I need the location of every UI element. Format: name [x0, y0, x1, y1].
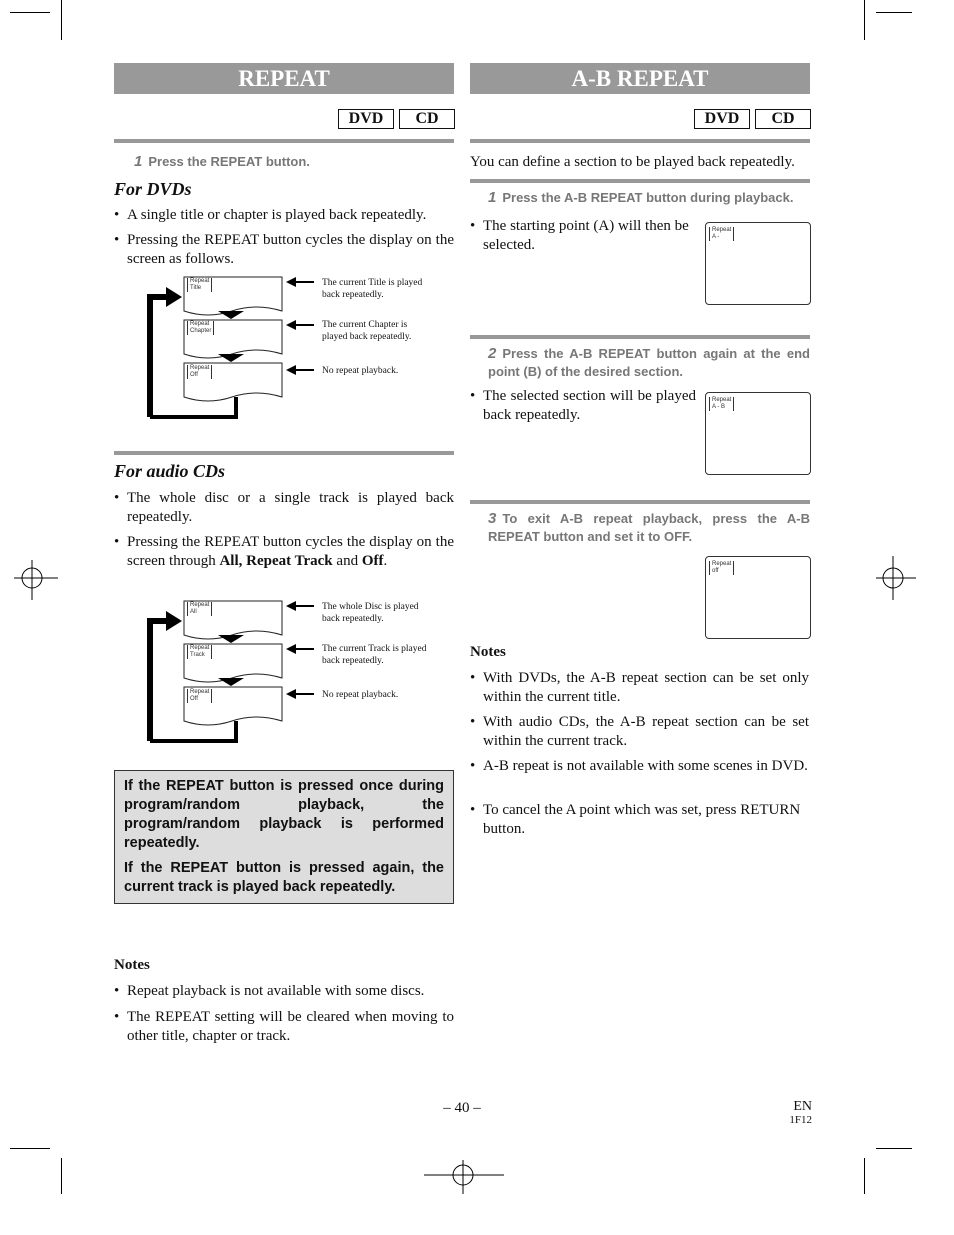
crop-mark — [876, 12, 912, 13]
section-rule — [470, 335, 810, 339]
bullet-icon: • — [114, 983, 120, 999]
step-text: Press the REPEAT button. — [148, 154, 310, 169]
step-number: 1 — [134, 153, 143, 170]
section-rule — [470, 500, 810, 504]
bullet-icon: • — [470, 714, 476, 730]
osd-label: Repeat Title — [187, 278, 212, 292]
notes-heading: Notes — [114, 957, 150, 973]
warning-box — [114, 770, 454, 904]
diagram-caption: No repeat playback. — [322, 366, 399, 376]
intro-text: You can define a section to be played back repeatedly. — [470, 154, 795, 170]
step-text: To exit A-B repeat playback, press the A-B REPEAT button and set it to OFF. — [488, 511, 810, 544]
page-number: – 40 – — [443, 1100, 481, 1116]
crop-mark — [876, 1148, 912, 1149]
step-number: 1 — [488, 189, 497, 206]
step-text: Press the A-B REPEAT button during playback. — [502, 190, 794, 205]
list-item: • Pressing the REPEAT button cycles the display on the screen through All, Repeat Track and Off. — [114, 534, 454, 569]
list-item: • The selected section will be played back repeatedly. — [470, 388, 696, 423]
registration-mark-bottom — [424, 1160, 504, 1196]
step-1 — [488, 189, 810, 207]
list-item: • The starting point (A) will then be selected. — [470, 218, 689, 253]
model-code: 1F12 — [789, 1114, 812, 1126]
list-item: • To cancel the A point which was set, press RETURN button. — [470, 802, 801, 837]
section-rule — [470, 179, 810, 183]
list-item: • A single title or chapter is played back repeatedly. — [114, 207, 427, 223]
bullet-icon: • — [114, 232, 120, 248]
osd-label: Repeat off — [709, 561, 734, 575]
osd-label: Repeat Off — [187, 365, 212, 379]
heading-for-audio-cds: For audio CDs — [114, 461, 226, 481]
list-item: • The whole disc or a single track is played back repeatedly. — [114, 490, 454, 525]
dvd-tag: DVD — [338, 109, 394, 129]
notes-heading: Notes — [470, 644, 506, 660]
step-number: 2 — [488, 345, 497, 362]
list-item: • Pressing the REPEAT button cycles the display on the screen as follows. — [114, 232, 454, 267]
step-2 — [488, 345, 810, 381]
tv-screen — [705, 222, 811, 305]
bullet-icon: • — [470, 670, 476, 686]
list-item: • The REPEAT setting will be cleared when moving to other title, chapter or track. — [114, 1009, 454, 1044]
language-code: EN — [793, 1099, 812, 1114]
crop-mark — [61, 0, 62, 40]
bullet-icon: • — [470, 388, 476, 404]
crop-mark — [10, 1148, 50, 1149]
osd-label: Repeat All — [187, 602, 212, 616]
cd-tag: CD — [399, 109, 455, 129]
section-title-repeat: REPEAT — [114, 63, 454, 94]
diagram-caption: No repeat playback. — [322, 690, 399, 700]
dvd-tag: DVD — [694, 109, 750, 129]
osd-label: Repeat Off — [187, 689, 212, 703]
list-item: • With audio CDs, the A-B repeat section can be set within the current track. — [470, 714, 809, 749]
osd-label: Repeat Track — [187, 645, 212, 659]
tv-screen — [705, 392, 811, 475]
list-item: • Repeat playback is not available with some discs. — [114, 983, 425, 999]
bullet-icon: • — [470, 218, 476, 234]
warning-text: If the REPEAT button is pressed again, the current track is played back repeatedly. — [124, 860, 444, 895]
section-rule — [470, 139, 810, 143]
crop-mark — [10, 12, 50, 13]
osd-label: Repeat Chapter — [187, 321, 214, 335]
bullet-icon: • — [114, 534, 120, 550]
step-text: Press the A-B REPEAT button again at the end point (B) of the desired section. — [488, 346, 810, 379]
bullet-icon: • — [470, 758, 476, 774]
diagram-caption: The whole Disc is played back repeatedly. — [322, 602, 419, 624]
crop-mark — [864, 1158, 865, 1194]
step-3 — [488, 510, 810, 546]
step-number: 3 — [488, 510, 497, 527]
step-1 — [134, 153, 310, 171]
crop-mark — [864, 0, 865, 40]
osd-label: Repeat A - — [709, 227, 734, 241]
dvd-cycle-diagram — [146, 273, 446, 423]
bullet-icon: • — [114, 1009, 120, 1025]
crop-mark — [61, 1158, 62, 1194]
cd-cycle-diagram — [146, 597, 446, 747]
diagram-caption: The current Title is played back repeatedly. — [322, 278, 423, 300]
section-title-ab-repeat: A-B REPEAT — [470, 63, 810, 94]
diagram-caption: The current Chapter is played back repeatedly. — [322, 320, 412, 342]
bullet-icon: • — [114, 207, 120, 223]
diagram-caption: The current Track is played back repeatedly. — [322, 644, 427, 666]
tv-screen — [705, 556, 811, 639]
osd-label: Repeat A - B — [709, 397, 734, 411]
bullet-icon: • — [470, 802, 476, 818]
cd-tag: CD — [755, 109, 811, 129]
list-item: • With DVDs, the A-B repeat section can be set only within the current title. — [470, 670, 809, 705]
warning-text: If the REPEAT button is pressed once during program/random playback, the program/random playback is performed repeatedly. — [124, 778, 444, 851]
list-item: • A-B repeat is not available with some scenes in DVD. — [470, 758, 808, 774]
bullet-icon: • — [114, 490, 120, 506]
section-rule — [114, 451, 454, 455]
heading-for-dvds: For DVDs — [114, 179, 192, 199]
section-rule — [114, 139, 454, 143]
registration-mark-left — [14, 560, 58, 604]
registration-mark-right — [876, 556, 920, 602]
